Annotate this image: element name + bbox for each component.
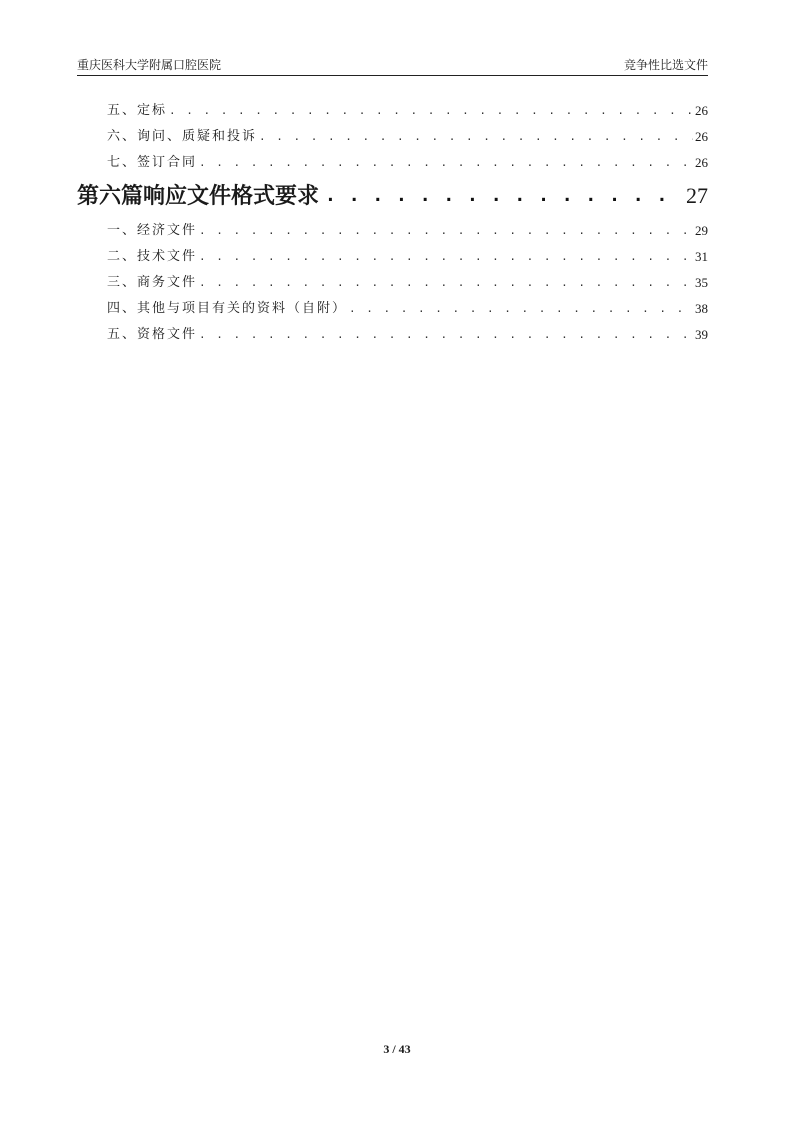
toc-entry[interactable]	[77, 120, 708, 146]
toc-entry-title: 三、商务文件	[107, 275, 198, 290]
page-header	[77, 55, 708, 76]
toc-entry-title: 二、技术文件	[107, 249, 198, 264]
toc-entry-title: 七、签订合同	[107, 155, 198, 170]
toc-leader-dots	[199, 326, 693, 344]
toc-entry-page: 39	[695, 327, 708, 342]
toc-entry[interactable]	[77, 214, 708, 240]
toc-entry-title: 一、经济文件	[107, 223, 198, 238]
toc-leader-dots	[349, 300, 693, 318]
toc-leader-dots	[325, 182, 680, 210]
toc-leader-dots	[169, 102, 693, 120]
toc-entry[interactable]	[77, 292, 708, 318]
table-of-contents	[77, 94, 708, 344]
toc-chapter-title: 第六篇响应文件格式要求	[77, 183, 320, 209]
toc-entry-title: 五、定标	[107, 103, 168, 118]
toc-leader-dots	[199, 154, 693, 172]
toc-chapter-page: 27	[686, 183, 708, 208]
toc-entry-page: 26	[695, 129, 708, 144]
toc-chapter-entry[interactable]	[77, 172, 708, 214]
toc-leader-dots	[199, 222, 693, 240]
toc-entry-page: 38	[695, 301, 708, 316]
page-number: 3 / 43	[383, 1042, 411, 1056]
toc-entry-page: 31	[695, 249, 708, 264]
header-document-type: 竞争性比选文件	[623, 58, 708, 72]
toc-entry-page: 26	[695, 155, 708, 170]
toc-entry-page: 35	[695, 275, 708, 290]
toc-entry-title: 五、资格文件	[107, 327, 198, 342]
toc-entry[interactable]	[77, 94, 708, 120]
toc-leader-dots	[259, 128, 693, 146]
toc-entry-page: 29	[695, 223, 708, 238]
header-organization: 重庆医科大学附属口腔医院	[77, 58, 222, 72]
toc-entry[interactable]	[77, 266, 708, 292]
toc-entry-title: 四、其他与项目有关的资料（自附）	[107, 301, 348, 316]
toc-leader-dots	[199, 248, 693, 266]
toc-entry-page: 26	[695, 103, 708, 118]
toc-entry[interactable]	[77, 318, 708, 344]
toc-entry[interactable]	[77, 146, 708, 172]
toc-entry-title: 六、询问、质疑和投诉	[107, 129, 258, 144]
toc-entry[interactable]	[77, 240, 708, 266]
toc-leader-dots	[199, 274, 693, 292]
